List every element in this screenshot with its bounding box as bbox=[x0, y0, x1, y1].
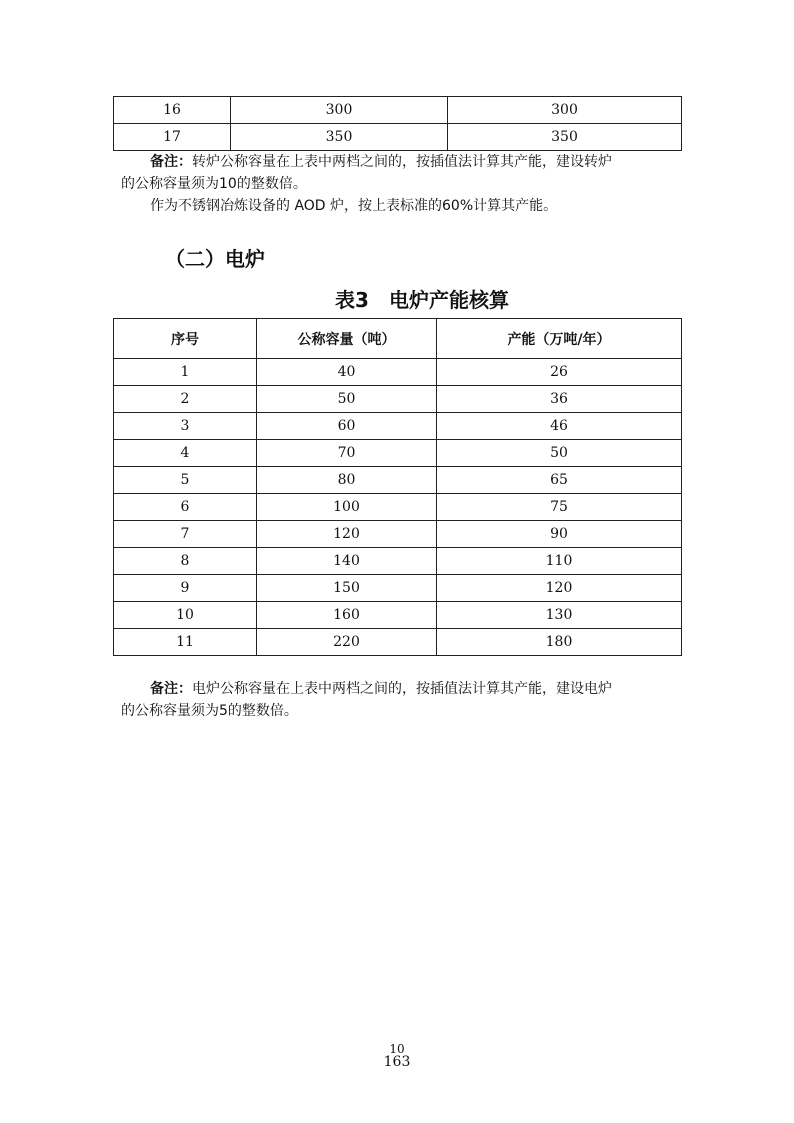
table-cell: 75 bbox=[437, 494, 682, 521]
note-label: 备注： bbox=[150, 154, 192, 170]
table-row bbox=[114, 386, 682, 413]
page-number-outer: 163 bbox=[383, 1054, 411, 1070]
table-cell: 300 bbox=[231, 97, 448, 124]
table-row bbox=[114, 602, 682, 629]
note-converter bbox=[150, 151, 690, 173]
note-text: 转炉公称容量在上表中两档之间的，按插值法计算其产能，建设转炉 bbox=[192, 154, 612, 170]
column-header: 公称容量（吨） bbox=[257, 319, 437, 359]
column-header: 产能（万吨/年） bbox=[437, 319, 682, 359]
note-text: 电炉公称容量在上表中两档之间的，按插值法计算其产能，建设电炉 bbox=[192, 681, 612, 697]
table-cell: 65 bbox=[437, 467, 682, 494]
table-row bbox=[114, 467, 682, 494]
note-electric-furnace-line2 bbox=[121, 700, 681, 722]
table-row bbox=[114, 548, 682, 575]
section-heading: （二）电炉 bbox=[165, 247, 265, 271]
table-cell: 40 bbox=[257, 359, 437, 386]
table-cell: 7 bbox=[114, 521, 257, 548]
table-cell: 26 bbox=[437, 359, 682, 386]
table-cell: 350 bbox=[448, 124, 682, 151]
note-text: 作为不锈钢冶炼设备的 AOD 炉，按上表标准的60%计算其产能。 bbox=[150, 198, 558, 214]
table-row bbox=[114, 124, 682, 151]
table-cell: 120 bbox=[437, 575, 682, 602]
column-header: 序号 bbox=[114, 319, 257, 359]
table-cell: 11 bbox=[114, 629, 257, 656]
table-cell: 46 bbox=[437, 413, 682, 440]
table-row bbox=[114, 359, 682, 386]
table-cell: 120 bbox=[257, 521, 437, 548]
note-converter-line2 bbox=[121, 173, 681, 195]
table-cell: 16 bbox=[114, 97, 231, 124]
table-cell: 50 bbox=[437, 440, 682, 467]
table-row bbox=[114, 494, 682, 521]
table-caption: 表3 电炉产能核算 bbox=[335, 288, 509, 312]
table-cell: 110 bbox=[437, 548, 682, 575]
converter-capacity-table-continued bbox=[113, 96, 682, 151]
table-cell: 80 bbox=[257, 467, 437, 494]
page-number-inner: 10 bbox=[389, 1042, 405, 1056]
table-row bbox=[114, 413, 682, 440]
table-cell: 90 bbox=[437, 521, 682, 548]
note-label: 备注： bbox=[150, 681, 192, 697]
note-electric-furnace bbox=[150, 678, 690, 700]
table-row bbox=[114, 97, 682, 124]
table-cell: 3 bbox=[114, 413, 257, 440]
table-cell: 60 bbox=[257, 413, 437, 440]
table-cell: 17 bbox=[114, 124, 231, 151]
table-cell: 150 bbox=[257, 575, 437, 602]
table-cell: 300 bbox=[448, 97, 682, 124]
table-cell: 10 bbox=[114, 602, 257, 629]
table-cell: 220 bbox=[257, 629, 437, 656]
table-row bbox=[114, 440, 682, 467]
table-row bbox=[114, 629, 682, 656]
table-cell: 1 bbox=[114, 359, 257, 386]
table-row bbox=[114, 521, 682, 548]
table-header-row bbox=[114, 319, 682, 359]
electric-furnace-capacity-table bbox=[113, 318, 682, 656]
table-cell: 50 bbox=[257, 386, 437, 413]
table-cell: 180 bbox=[437, 629, 682, 656]
table-cell: 6 bbox=[114, 494, 257, 521]
table-cell: 350 bbox=[231, 124, 448, 151]
note-text: 的公称容量须为10的整数倍。 bbox=[121, 176, 307, 192]
table-cell: 160 bbox=[257, 602, 437, 629]
table-cell: 8 bbox=[114, 548, 257, 575]
table-cell: 4 bbox=[114, 440, 257, 467]
table-cell: 100 bbox=[257, 494, 437, 521]
table-cell: 130 bbox=[437, 602, 682, 629]
table-cell: 36 bbox=[437, 386, 682, 413]
table-cell: 5 bbox=[114, 467, 257, 494]
table-cell: 2 bbox=[114, 386, 257, 413]
table-cell: 140 bbox=[257, 548, 437, 575]
note-text: 的公称容量须为5的整数倍。 bbox=[121, 703, 298, 719]
table-cell: 70 bbox=[257, 440, 437, 467]
note-aod bbox=[150, 195, 690, 217]
table-cell: 9 bbox=[114, 575, 257, 602]
table-row bbox=[114, 575, 682, 602]
